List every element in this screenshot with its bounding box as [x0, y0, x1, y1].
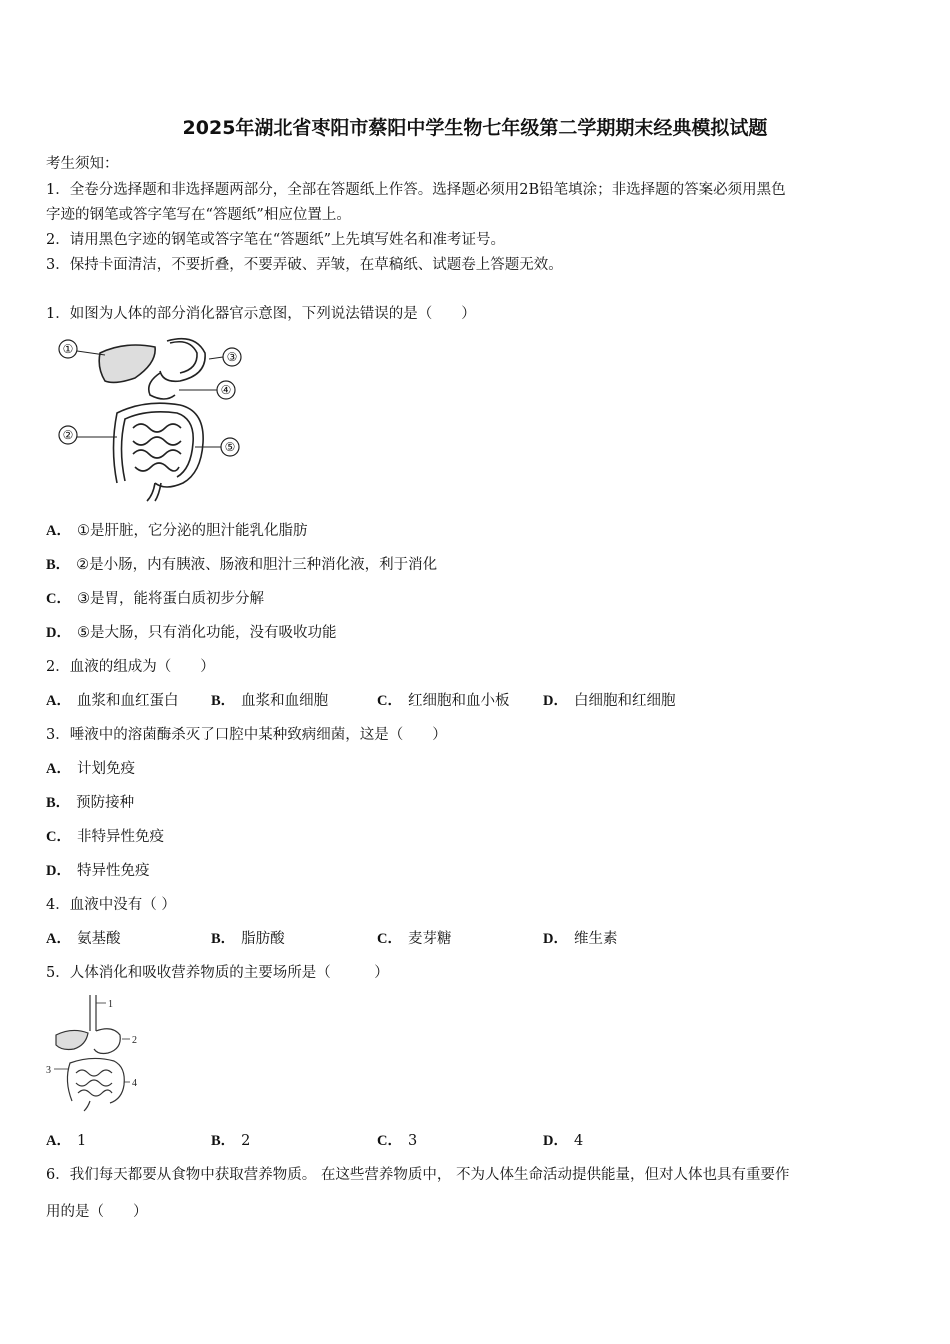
- figure-label: 1: [108, 999, 113, 1010]
- option-d[interactable]: D． 特异性免疫: [46, 863, 150, 879]
- notice-item: 2．请用黑色字迹的钢笔或答字笔在“答题纸”上先填写姓名和准考证号。: [46, 232, 506, 248]
- option-a[interactable]: A． 1: [46, 1133, 87, 1149]
- option-a[interactable]: A． 血浆和血红蛋白: [46, 693, 179, 709]
- question-1-stem: 1．如图为人体的部分消化器官示意图，下列说法错误的是（ ）: [46, 306, 476, 322]
- option-b[interactable]: B． 血浆和血细胞: [211, 693, 329, 709]
- option-b[interactable]: B． ②是小肠，内有胰液、肠液和胆汁三种消化液，利于消化: [46, 557, 438, 573]
- question-5-stem: 5．人体消化和吸收营养物质的主要场所是（ ）: [46, 965, 389, 981]
- option-c[interactable]: C． 非特异性免疫: [46, 829, 164, 845]
- digestive-system-figure-2: [44, 993, 144, 1113]
- option-d[interactable]: D． ⑤是大肠，只有消化功能，没有吸收功能: [46, 625, 337, 641]
- notice-heading: 考生须知：: [46, 156, 119, 172]
- figure-label: ④: [220, 383, 232, 397]
- option-b[interactable]: B． 预防接种: [46, 795, 135, 811]
- question-4-stem: 4．血液中没有（ ）: [46, 897, 176, 913]
- option-c[interactable]: C． 3: [377, 1133, 418, 1149]
- option-c[interactable]: C． 麦芽糖: [377, 931, 452, 947]
- digestive-system-figure-1: [55, 333, 250, 503]
- page-title: 2025年湖北省枣阳市蔡阳中学生物七年级第二学期期末经典模拟试题: [182, 117, 768, 139]
- option-a[interactable]: A． ①是肝脏，它分泌的胆汁能乳化脂肪: [46, 523, 308, 539]
- figure-label: ③: [226, 350, 238, 364]
- question-6-stem-continued: 用的是（ ）: [46, 1204, 148, 1220]
- option-c[interactable]: C． 红细胞和血小板: [377, 693, 510, 709]
- figure-label: ⑤: [224, 440, 236, 454]
- option-a[interactable]: A． 计划免疫: [46, 761, 135, 777]
- question-6-stem: 6．我们每天都要从食物中获取营养物质。 在这些营养物质中， 不为人体生命活动提供能量，但对人体也具有重要作: [46, 1167, 790, 1183]
- notice-item: 3．保持卡面清洁，不要折叠，不要弄破、弄皱，在草稿纸、试题卷上答题无效。: [46, 257, 563, 273]
- option-b[interactable]: B． 2: [211, 1133, 251, 1149]
- option-c[interactable]: C． ③是胃，能将蛋白质初步分解: [46, 591, 264, 607]
- figure-label: ②: [62, 428, 74, 442]
- option-a[interactable]: A． 氨基酸: [46, 931, 121, 947]
- figure-label: 3: [46, 1065, 51, 1076]
- figure-label: 4: [132, 1078, 137, 1089]
- figure-label: ①: [62, 342, 74, 356]
- notice-item: 字迹的钢笔或答字笔写在“答题纸”相应位置上。: [46, 207, 351, 223]
- option-b[interactable]: B． 脂肪酸: [211, 931, 285, 947]
- figure-label: 2: [132, 1035, 137, 1046]
- option-d[interactable]: D． 4: [543, 1133, 584, 1149]
- question-3-stem: 3．唾液中的溶菌酶杀灭了口腔中某种致病细菌，这是（ ）: [46, 727, 447, 743]
- option-d[interactable]: D． 维生素: [543, 931, 618, 947]
- notice-item: 1．全卷分选择题和非选择题两部分，全部在答题纸上作答。选择题必须用2B铅笔填涂；非选择题的答案必须用黑色: [46, 182, 786, 198]
- option-d[interactable]: D． 白细胞和红细胞: [543, 693, 676, 709]
- question-2-stem: 2．血液的组成为（ ）: [46, 659, 215, 675]
